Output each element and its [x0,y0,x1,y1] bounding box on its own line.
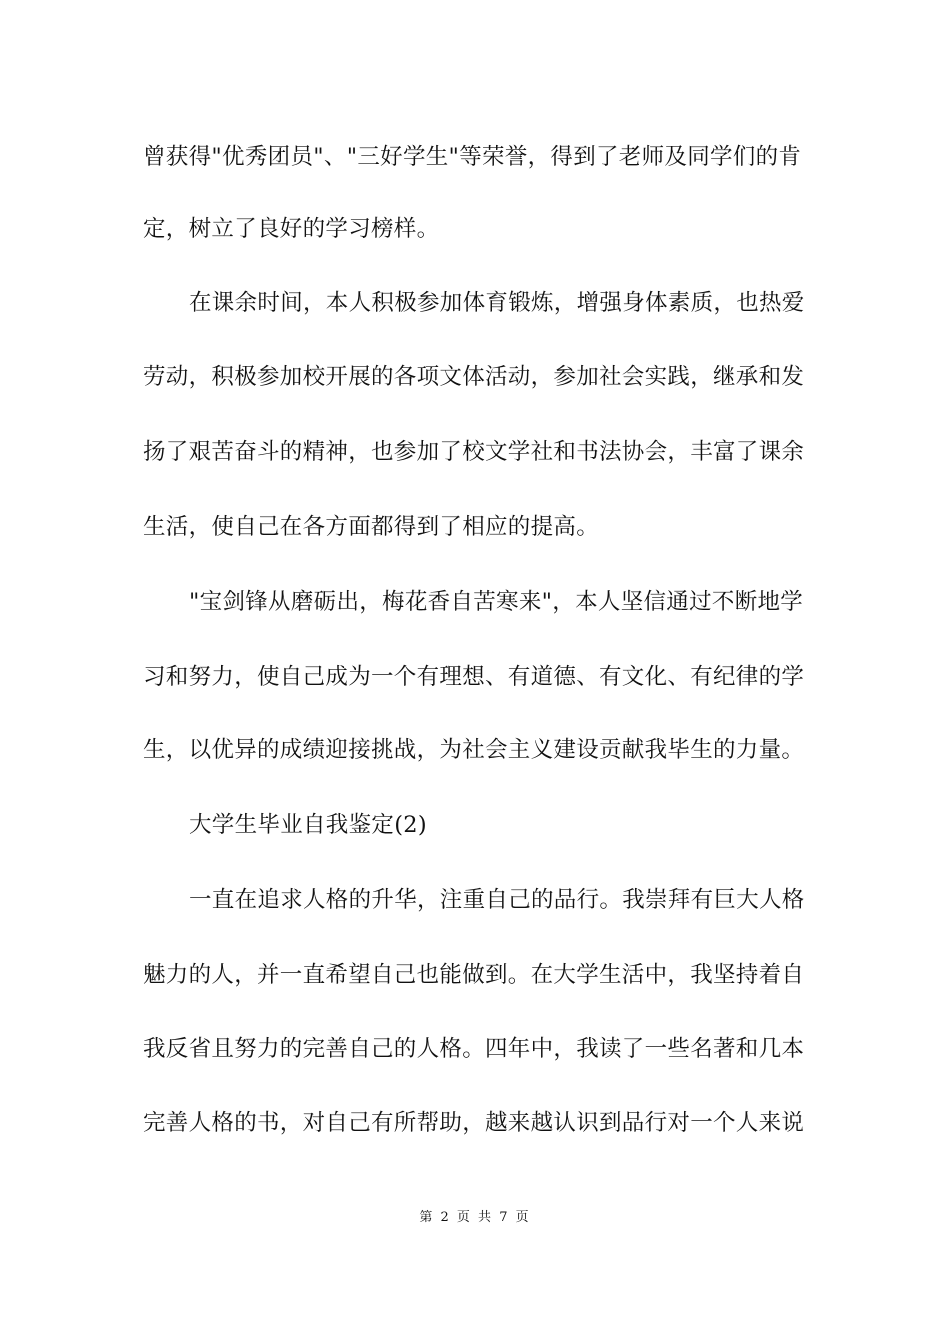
text-line: "宝剑锋从磨砺出，梅花香自苦寒来"，本人坚信通过不断地学 [189,589,804,615]
footer-suffix: 页 [515,1210,531,1225]
text-line: 劳动，积极参加校开展的各项文体活动，参加社会实践，继承和发 [143,364,805,390]
page-footer [0,1206,950,1225]
section-heading: 大学生毕业自我鉴定(2) [189,812,427,838]
total-pages-number: 7 [499,1210,510,1225]
text-line: 生活，使自己在各方面都得到了相应的提高。 [143,514,600,540]
footer-middle: 页 共 [456,1210,494,1225]
text-line: 在课余时间，本人积极参加体育锻炼，增强身体素质，也热爱 [189,290,805,316]
text-line: 扬了艰苦奋斗的精神，也参加了校文学社和书法协会，丰富了课余 [143,439,805,465]
text-line: 魅力的人，并一直希望自己也能做到。在大学生活中，我坚持着自 [143,962,805,988]
text-line: 定，树立了良好的学习榜样。 [143,216,440,242]
text-line: 生，以优异的成绩迎接挑战，为社会主义建设贡献我毕生的力量。 [143,737,805,763]
current-page-number: 2 [440,1210,451,1225]
text-line: 完善人格的书，对自己有所帮助，越来越认识到品行对一个人来说 [143,1110,805,1136]
text-line: 曾获得"优秀团员"、"三好学生"等荣誉，得到了老师及同学们的肯 [143,144,802,170]
text-line: 习和努力，使自己成为一个有理想、有道德、有文化、有纪律的学 [143,664,805,690]
text-line: 我反省且努力的完善自己的人格。四年中，我读了一些名著和几本 [143,1036,805,1062]
text-line: 一直在追求人格的升华，注重自己的品行。我崇拜有巨大人格 [189,887,805,913]
footer-prefix: 第 [419,1210,435,1225]
